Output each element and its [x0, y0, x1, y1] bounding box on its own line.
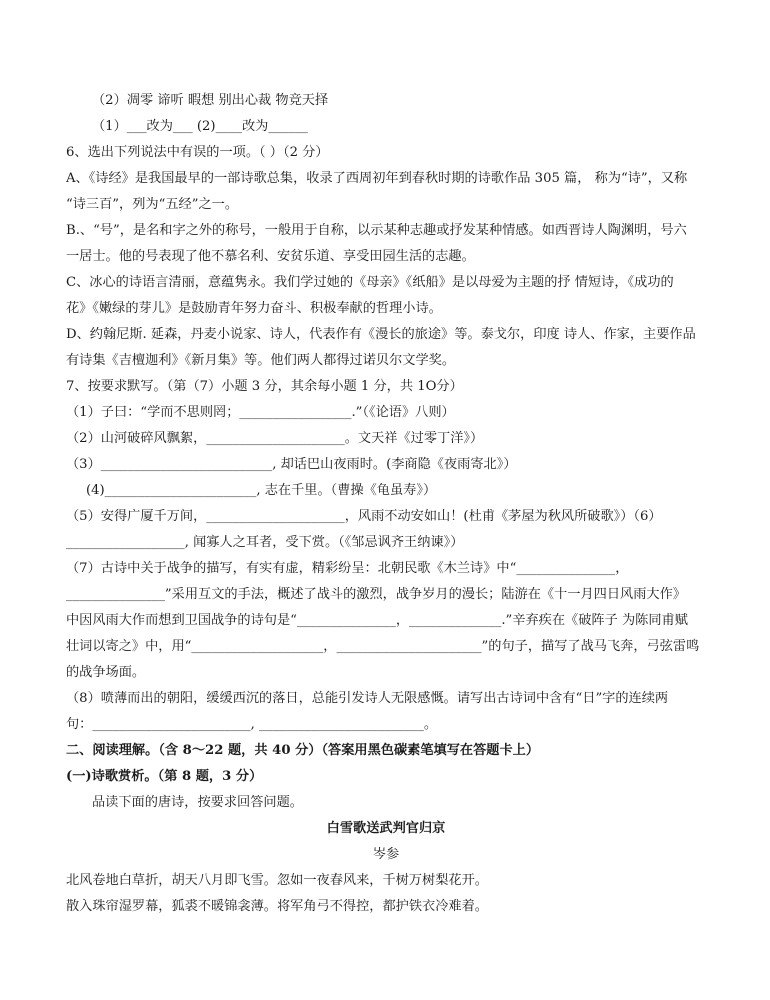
q7-item-7-line-3: 中因风雨大作而想到卫国战争的诗句是“_______________，______________.”辛弃疾在《破阵子 为陈同甫赋: [66, 613, 688, 628]
poem-line-2: 散入珠帘湿罗幕，狐裘不暖锦衾薄。将军角弓不得控，都护铁衣冷难着。: [66, 899, 488, 914]
q7-item-1: （1）子曰：“学而不思则罔；_________________.”（《论语》八则）: [66, 405, 455, 420]
q7-item-5: （5）安得广厦千万间，_____________________，风雨不动安如山！(杜甫《茅屋为秋风所破歌》）（6）: [66, 509, 662, 524]
poem-line-1: 北风卷地白草折，胡天八月即飞雪。忽如一夜春风来，千树万树梨花开。: [66, 873, 488, 888]
q7-item-7-line-4: 壮词以寄之》中，用“____________________，______________________”的句子，描写了战马飞奔，弓弦雷鸣: [66, 639, 700, 654]
q7-item-6: __________________, 闻寡人之耳者，受下赏。（《邹忌讽齐王纳谏》）: [66, 535, 464, 550]
q7-item-8-line-2: 句：________________________, _________________________。: [66, 717, 438, 732]
option-b-line-1: B.、“号”，是名和字之外的称号，一般用于自称，以示某种志趣或抒发某种情感。如西晋诗人陶渊明，号六: [66, 223, 687, 238]
option-c-line-1: C、冰心的诗语言清丽，意蕴隽永。我们学过她的《母亲》《纸船》是以母爱为主题的抒 情短诗，《成功的: [66, 275, 674, 290]
q7-item-7-line-1: （7）古诗中关于战争的描写，有实有虚，精彩纷呈：北朝民歌《木兰诗》中“_______________，: [66, 561, 629, 576]
vocab-words-line: （2）凋零 谛听 暇想 别出心裁 物竞天择: [92, 93, 329, 108]
q7-item-7-line-2: _______________”采用互文的手法，概述了战斗的激烈，战争岁月的漫长；陆游在《十一月四日风雨大作》: [66, 587, 686, 602]
section-2-heading: 二、阅读理解。（含 8～22 题，共 40 分）（答案用黑色碳素笔填写在答题卡上）: [66, 743, 540, 758]
poem-author: 岑参: [372, 847, 400, 862]
q7-item-3: （3）__________________________, 却话巴山夜雨时。(李商隐《夜雨寄北》）: [66, 457, 517, 472]
subsection-poetry-heading: (一)诗歌赏析。（第 8 题，3 分）: [66, 769, 263, 784]
poetry-instruction: 品读下面的唐诗，按要求回答问题。: [92, 795, 303, 810]
question-6-stem: 6、选出下列说法中有误的一项。（ ）（2 分）: [66, 145, 329, 160]
option-a-line-1: A、《诗经》是我国最早的一部诗歌总集，收录了西周初年到春秋时期的诗歌作品 305 篇， 称为“诗”，又称: [66, 171, 688, 186]
question-7-stem: 7、按要求默写。（第（7）小题 3 分，其余每小题 1 分，共 1O分）: [66, 379, 463, 394]
option-d-line-1: D、约翰尼斯. 延森，丹麦小说家、诗人，代表作有《漫长的旅途》等。泰戈尔，印度 诗人、作家，主要作品: [66, 327, 696, 342]
q7-item-7-line-5: 的战争场面。: [66, 665, 146, 680]
q7-item-8-line-1: （8）喷薄而出的朝阳，缓缓西沉的落日，总能引发诗人无限感慨。请写出古诗词中含有“日”字的连续两: [66, 691, 669, 706]
q7-item-2: （2）山河破碎风飘絮，_____________________。文天祥《过零丁洋》）: [66, 431, 484, 446]
option-b-line-2: 一居士。他的号表现了他不慕名利、安贫乐道、享受田园生活的志趣。: [66, 249, 475, 264]
exam-page: [66, 88, 706, 920]
poem-title: 白雪歌送武判官归京: [326, 821, 446, 836]
option-a-line-2: “诗三百”，列为“五经”之一。: [66, 197, 239, 212]
option-c-line-2: 花》《嫩绿的芽儿》是鼓励青年努力奋斗、积极奉献的哲理小诗。: [66, 301, 442, 316]
option-d-line-2: 有诗集《吉檀迦利》《新月集》等。他们两人都得过诺贝尔文学奖。: [66, 353, 456, 368]
vocab-correction-line: （1）___改为___ (2)____改为______: [92, 119, 308, 134]
q7-item-4: (4)_______________________, 志在千里。（曹操《龟虽寿》）: [86, 483, 437, 498]
